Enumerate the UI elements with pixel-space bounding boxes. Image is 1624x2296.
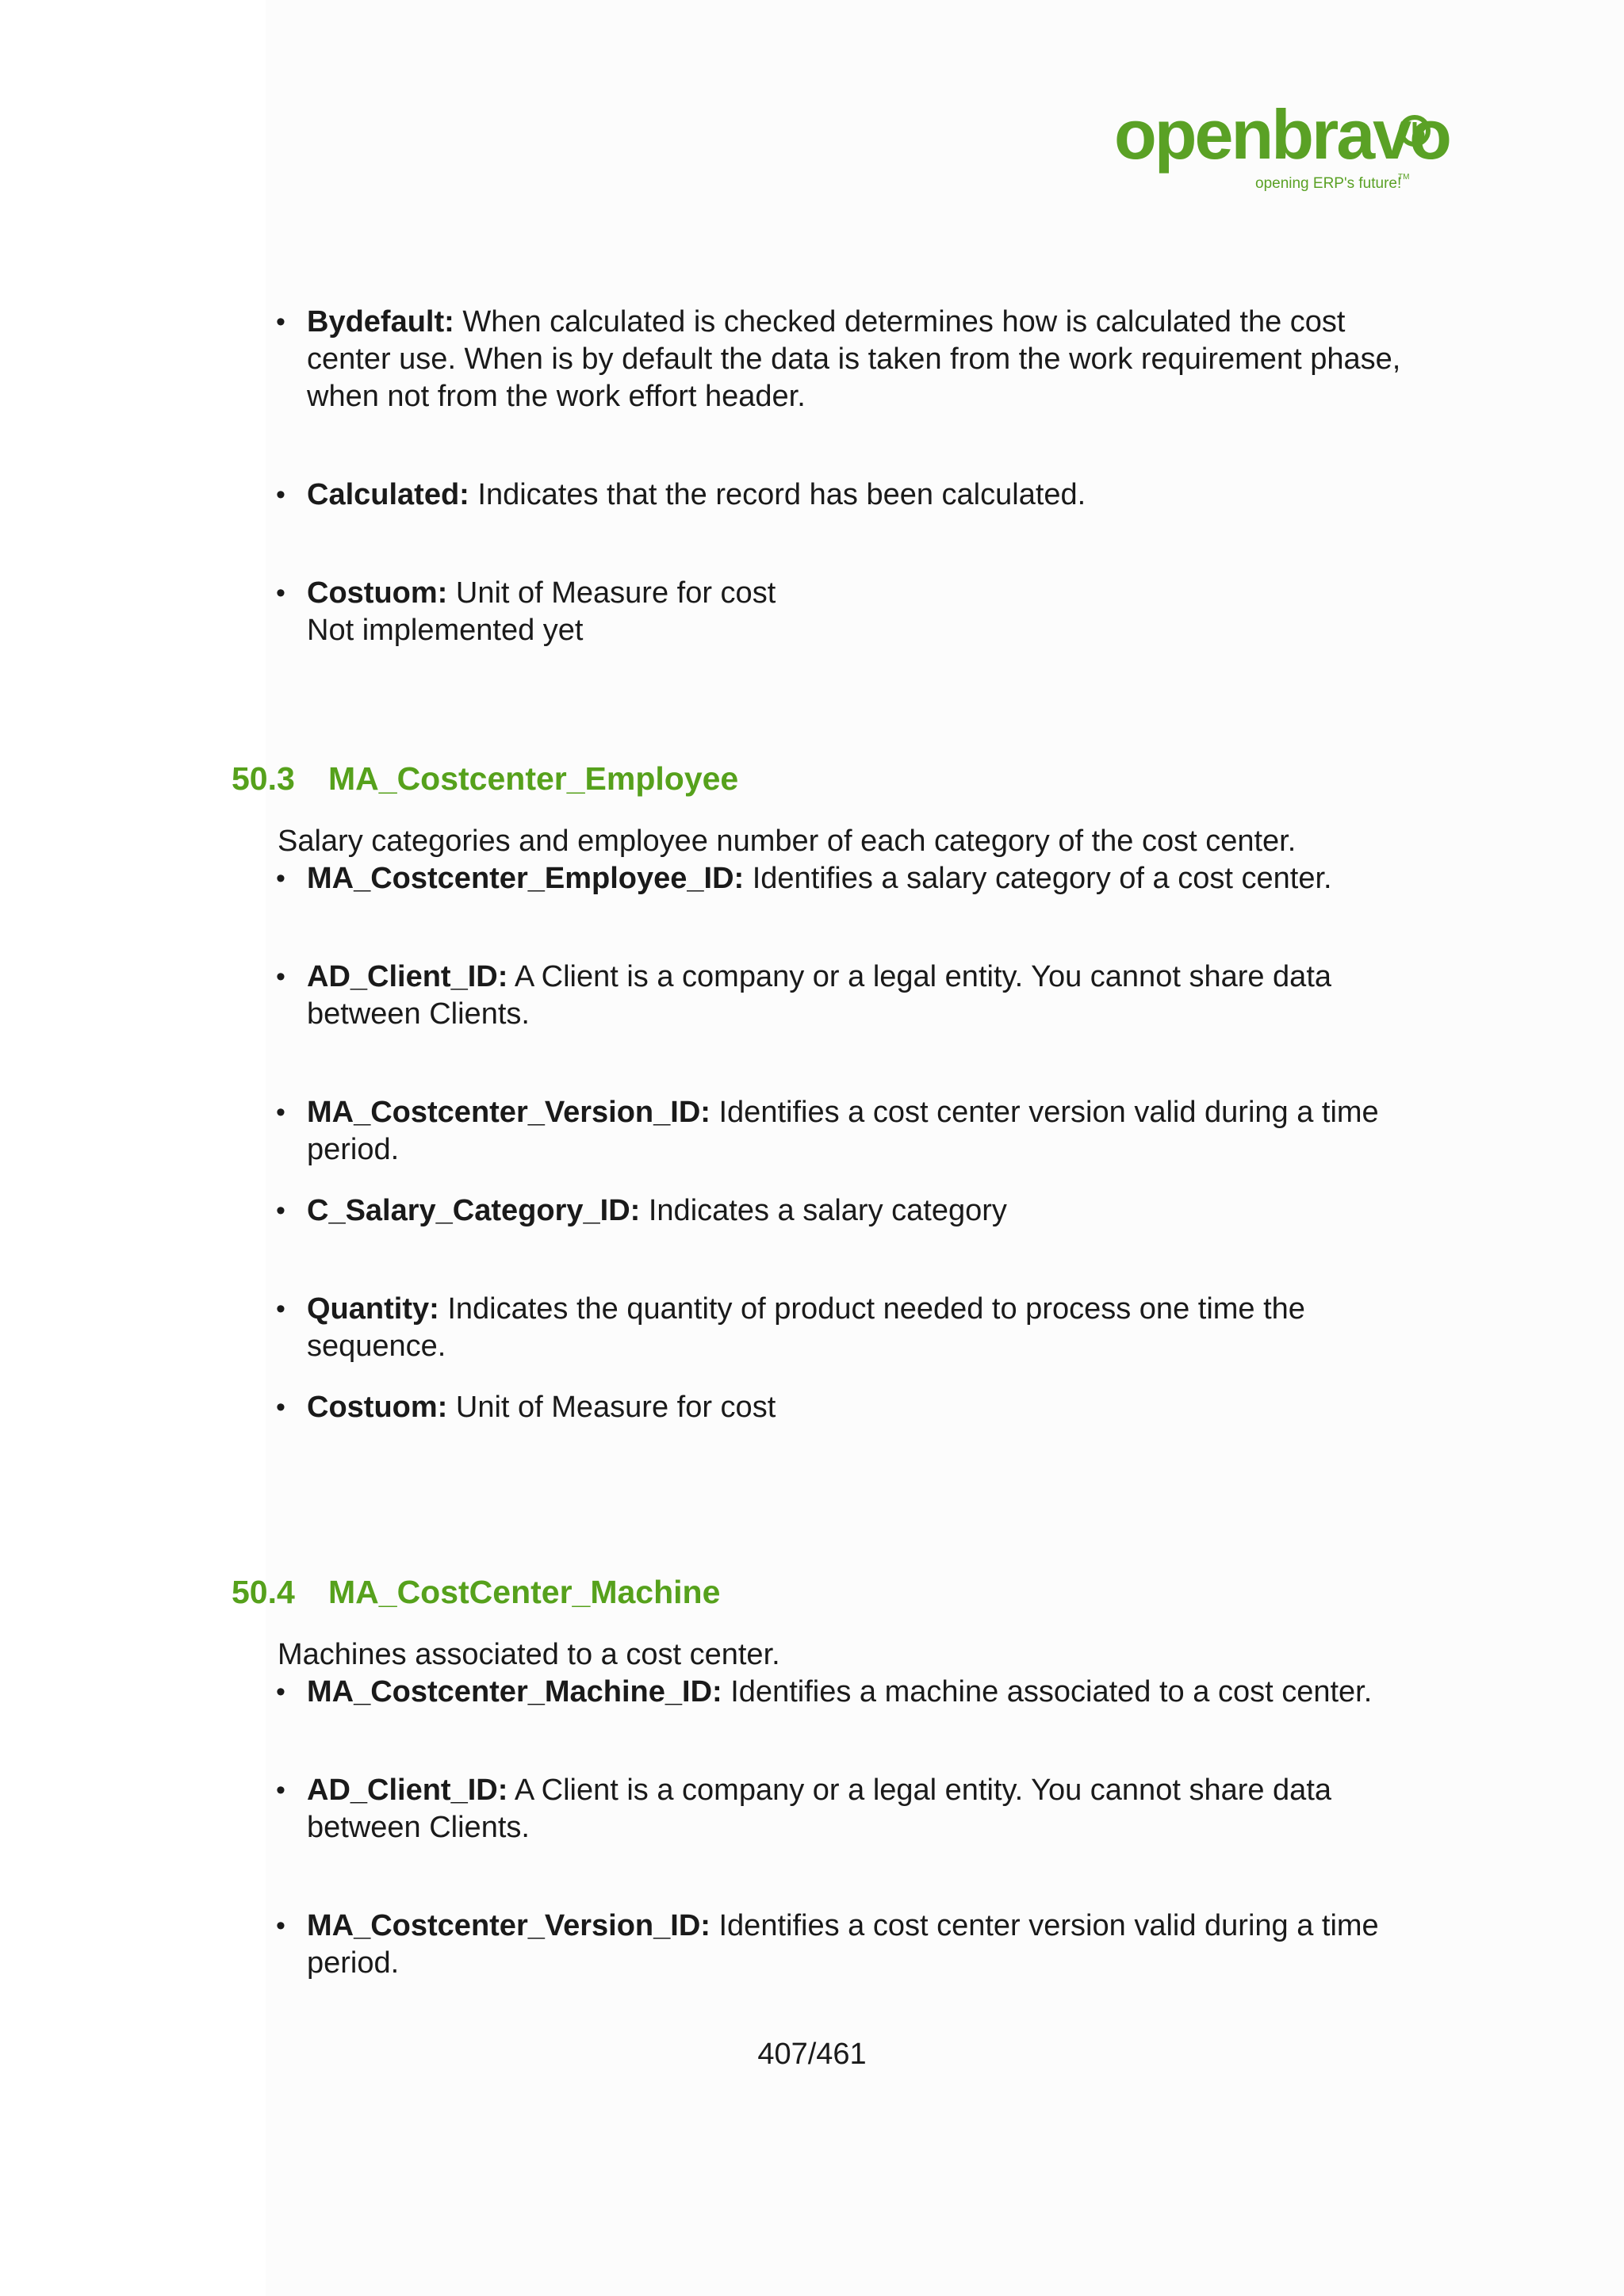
section-title: MA_CostCenter_Machine xyxy=(328,1574,721,1610)
item-note: Not implemented yet xyxy=(307,614,584,647)
item-term: MA_Costcenter_Employee_ID: xyxy=(307,862,745,895)
item-description: Indicates the quantity of product needed to process one time the sequence. xyxy=(307,1292,1305,1363)
bullet: • xyxy=(276,1097,285,1127)
logo-swirl-icon xyxy=(1398,114,1431,147)
logo-wordmark: openbravo xyxy=(1114,95,1450,174)
bullet: • xyxy=(276,480,285,510)
item-description: Identifies a cost center version valid during a time period. xyxy=(307,1096,1379,1166)
item-term: AD_Client_ID: xyxy=(307,960,508,993)
logo-trademark: TM xyxy=(1398,173,1410,182)
section-number: 50.4 xyxy=(232,1574,295,1610)
list-item xyxy=(278,1094,1435,1169)
list-item xyxy=(278,1192,1435,1230)
item-description: Identifies a salary category of a cost center. xyxy=(744,862,1332,895)
list-item xyxy=(278,860,1435,897)
list-item xyxy=(278,959,1435,1033)
bullet: • xyxy=(276,863,285,894)
item-description: Identifies a cost center version valid during a time period. xyxy=(307,1909,1379,1980)
item-term: Bydefault: xyxy=(307,305,454,339)
item-term: C_Salary_Category_ID: xyxy=(307,1194,641,1227)
item-description: Unit of Measure for cost xyxy=(447,1391,776,1424)
bullet: • xyxy=(276,1677,285,1707)
item-term: MA_Costcenter_Machine_ID: xyxy=(307,1675,722,1709)
item-term: MA_Costcenter_Version_ID: xyxy=(307,1096,710,1129)
list-item xyxy=(278,304,1435,415)
item-term: AD_Client_ID: xyxy=(307,1774,508,1807)
item-description: Indicates that the record has been calculated. xyxy=(469,478,1086,511)
bullet: • xyxy=(276,1911,285,1941)
item-term: Costuom: xyxy=(307,1391,448,1424)
list-item xyxy=(278,476,1435,514)
logo-tagline: opening ERP's future! xyxy=(1255,175,1402,192)
bullet: • xyxy=(276,578,285,608)
section-heading xyxy=(232,1574,720,1611)
item-term: Calculated: xyxy=(307,478,469,511)
section-number: 50.3 xyxy=(232,760,295,797)
bullet: • xyxy=(276,307,285,337)
item-term: MA_Costcenter_Version_ID: xyxy=(307,1909,710,1942)
item-description: A Client is a company or a legal entity. You cannot share data between Clients. xyxy=(307,1774,1332,1844)
list-item xyxy=(278,1772,1435,1846)
bullet: • xyxy=(276,962,285,992)
bullet: • xyxy=(276,1775,285,1805)
list-item xyxy=(278,1389,1435,1426)
section-heading xyxy=(232,760,738,798)
list-item xyxy=(278,575,1435,649)
item-description: A Client is a company or a legal entity. You cannot share data between Clients. xyxy=(307,960,1332,1031)
openbravo-logo xyxy=(1114,95,1450,198)
section-description: Salary categories and employee number of each category of the cost center. xyxy=(278,825,1297,858)
list-item xyxy=(278,1908,1435,1982)
list-item xyxy=(278,1674,1435,1711)
item-description: Identifies a machine associated to a cost center. xyxy=(722,1675,1373,1709)
item-term: Quantity: xyxy=(307,1292,439,1326)
item-term: Costuom: xyxy=(307,576,448,610)
item-description: Indicates a salary category xyxy=(640,1194,1007,1227)
bullet: • xyxy=(276,1196,285,1226)
section-title: MA_Costcenter_Employee xyxy=(328,760,739,797)
bullet: • xyxy=(276,1294,285,1324)
page-number: 407/461 xyxy=(757,2038,867,2071)
bullet: • xyxy=(276,1392,285,1422)
list-item xyxy=(278,1291,1435,1365)
item-description: When calculated is checked determines how is calculated the cost center use. When is by default the data is taken from the work requirement phase, when not from the work effort header. xyxy=(307,305,1401,413)
item-description: Unit of Measure for cost xyxy=(447,576,776,610)
section-description: Machines associated to a cost center. xyxy=(278,1638,780,1671)
